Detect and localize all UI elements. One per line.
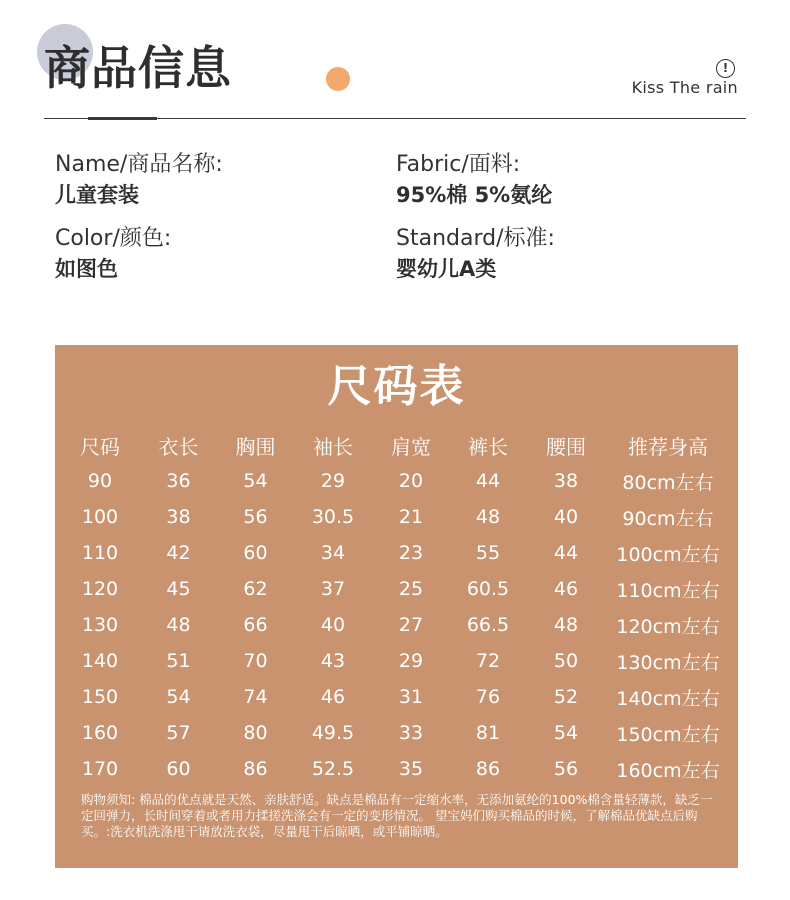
table-cell: 66: [243, 614, 268, 636]
column-header: 推荐身高: [628, 434, 708, 459]
color-label: Color/颜色:: [55, 226, 172, 251]
table-row: [60, 643, 730, 679]
table-cell: 90cm左右: [622, 507, 714, 530]
table-row: [60, 607, 730, 643]
exclamation-circle-icon: !: [716, 59, 735, 78]
standard-label: Standard/标准:: [396, 226, 555, 251]
table-cell: 56: [243, 506, 268, 528]
table-cell: 110cm左右: [616, 579, 720, 602]
table-cell: 150cm左右: [616, 723, 720, 746]
table-cell: 120: [81, 578, 119, 600]
table-cell: 80cm左右: [622, 471, 714, 494]
table-cell: 76: [475, 686, 501, 708]
table-cell: 51: [166, 650, 191, 672]
column-header: 衣长: [158, 434, 199, 459]
decorative-dot: [326, 67, 350, 91]
table-cell: 72: [475, 650, 501, 672]
table-cell: 57: [166, 722, 191, 744]
table-cell: 60.5: [466, 578, 510, 600]
size-chart-title: 尺码表: [327, 361, 466, 412]
table-cell: 37: [320, 578, 346, 600]
table-cell: 38: [166, 506, 191, 528]
table-cell: 56: [553, 758, 579, 780]
header-divider-accent: [88, 117, 157, 120]
table-cell: 55: [475, 542, 501, 564]
table-cell: 140cm左右: [616, 687, 720, 710]
table-cell: 31: [398, 686, 424, 708]
table-cell: 29: [320, 470, 346, 492]
size-table: [60, 427, 730, 787]
table-cell: 27: [398, 614, 424, 636]
color-value: 如图色: [55, 257, 118, 281]
table-cell: 20: [398, 470, 424, 492]
table-cell: 23: [398, 542, 424, 564]
table-row: [60, 463, 730, 499]
table-row: [60, 751, 730, 787]
column-header: 腰围: [546, 434, 586, 459]
table-cell: 80: [243, 722, 268, 744]
table-cell: 45: [166, 578, 191, 600]
table-header-row: [60, 427, 730, 463]
table-cell: 52.5: [311, 758, 355, 780]
table-cell: 86: [475, 758, 501, 780]
info-name: [55, 150, 223, 210]
table-cell: 150: [81, 686, 119, 708]
table-cell: 25: [398, 578, 424, 600]
purchase-notes: 购物须知: 棉品的优点就是天然、亲肤舒适。缺点是棉品有一定缩水率，无添加氨纶的100%棉含量轻薄款，缺乏一定回弹力，长时间穿着或者用力揉搓洗涤会有一定的变形情况。 望宝妈们购买棉品的时候，了解棉品优缺点后购买。:洗衣机洗涤甩干请放洗衣袋，尽量甩干后晾晒，或平铺晾晒。: [81, 792, 713, 839]
table-cell: 50: [553, 650, 579, 672]
table-cell: 52: [553, 686, 579, 708]
page-title: 商品信息: [44, 41, 232, 95]
table-cell: 160: [81, 722, 119, 744]
table-cell: 48: [475, 506, 501, 528]
table-cell: 33: [398, 722, 424, 744]
table-cell: 48: [553, 614, 579, 636]
standard-value: 婴幼儿A类: [396, 257, 497, 281]
table-cell: 110: [81, 542, 119, 564]
table-cell: 70: [243, 650, 268, 672]
table-cell: 46: [553, 578, 579, 600]
fabric-label: Fabric/面料:: [396, 152, 521, 177]
column-header: 胸围: [235, 434, 276, 459]
table-cell: 170: [81, 758, 119, 780]
table-cell: 120cm左右: [616, 615, 720, 638]
info-standard: [396, 224, 555, 284]
table-cell: 34: [320, 542, 346, 564]
table-cell: 44: [553, 542, 579, 564]
table-cell: 100: [81, 506, 119, 528]
column-header: 尺码: [80, 434, 120, 459]
table-cell: 86: [243, 758, 268, 780]
table-cell: 54: [243, 470, 268, 492]
table-cell: 130: [81, 614, 119, 636]
table-cell: 43: [320, 650, 346, 672]
size-table-body: [60, 463, 730, 787]
table-cell: 36: [166, 470, 191, 492]
table-cell: 40: [320, 614, 346, 636]
info-fabric: [396, 150, 552, 210]
column-header: 袖长: [313, 434, 353, 459]
table-cell: 130cm左右: [616, 651, 720, 674]
table-cell: 90: [87, 470, 113, 492]
table-cell: 100cm左右: [616, 543, 720, 566]
table-cell: 35: [398, 758, 424, 780]
name-label: Name/商品名称:: [55, 152, 223, 177]
table-cell: 81: [475, 722, 501, 744]
table-cell: 62: [243, 578, 268, 600]
table-row: [60, 535, 730, 571]
table-cell: 60: [166, 758, 191, 780]
table-cell: 49.5: [311, 722, 355, 744]
table-cell: 74: [243, 686, 268, 708]
table-cell: 38: [553, 470, 579, 492]
table-cell: 66.5: [466, 614, 510, 636]
fabric-value: 95%棉 5%氨纶: [396, 183, 553, 207]
table-row: [60, 715, 730, 751]
table-cell: 160cm左右: [616, 759, 720, 782]
table-row: [60, 679, 730, 715]
table-cell: 140: [81, 650, 119, 672]
table-cell: 60: [243, 542, 268, 564]
table-cell: 54: [166, 686, 191, 708]
table-cell: 42: [166, 542, 191, 564]
table-row: [60, 499, 730, 535]
table-cell: 40: [553, 506, 579, 528]
table-row: [60, 571, 730, 607]
table-cell: 54: [553, 722, 579, 744]
table-cell: 48: [166, 614, 191, 636]
name-value: 儿童套装: [55, 183, 139, 207]
brand-name: Kiss The rain: [631, 78, 738, 97]
table-cell: 46: [320, 686, 346, 708]
column-header: 肩宽: [391, 434, 431, 459]
info-color: [55, 224, 171, 284]
column-header: 裤长: [468, 434, 508, 459]
table-cell: 44: [475, 470, 501, 492]
size-chart-panel: [55, 345, 738, 868]
table-cell: 21: [398, 506, 424, 528]
table-cell: 30.5: [311, 506, 355, 528]
table-cell: 29: [398, 650, 424, 672]
